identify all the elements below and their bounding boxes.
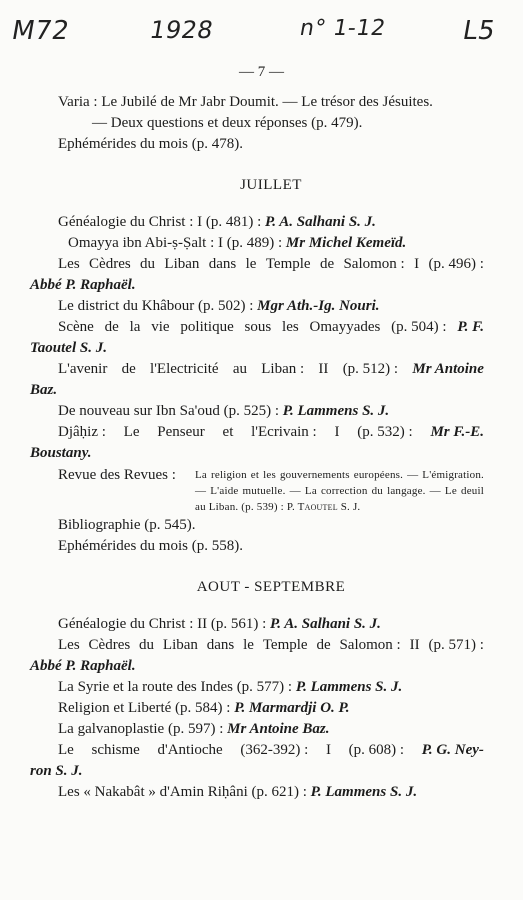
revue-des-revues (58, 465, 484, 515)
entry-author-continuation (30, 338, 484, 359)
word: dans (206, 637, 235, 653)
word: de (121, 361, 136, 377)
entry-author: ron S. J. (30, 763, 83, 779)
toc-entry (58, 719, 484, 740)
entry-author: P. G. Ney- (421, 742, 484, 758)
revue-text: La religion et les gouvernements européens. — L'émigration. — L'aide mutuelle. — La correction du langage. — Le deuil au Liban. (p. 539) : (195, 469, 484, 513)
entry-author: Mgr Ath.-Ig. Nouri. (257, 298, 380, 314)
word: les (282, 319, 299, 335)
word: le (243, 637, 254, 653)
word: Le (58, 742, 74, 758)
word: Omayyades (309, 319, 381, 335)
entry-author: Taoutel S. J. (30, 340, 107, 356)
entry-title: La Syrie et la route des Indes (p. 577) : (58, 679, 296, 695)
word: (p. 608) : (348, 742, 405, 758)
section-heading-aout-septembre: AOUT - SEPTEMBRE (196, 579, 346, 595)
entry-author: Mr Michel Kemeïd. (285, 235, 407, 251)
toc-entry-justified (58, 359, 484, 380)
toc-entry-justified (58, 317, 484, 338)
word: schisme (91, 742, 140, 758)
word: Cèdres (89, 256, 131, 272)
word: Liban : (261, 361, 305, 377)
handwritten-code: L5 (460, 16, 498, 46)
entry-author: P. Lammens S. J. (282, 403, 390, 419)
entry-author: P. A. Salhani S. J. (270, 616, 381, 632)
entry-author-continuation (30, 761, 484, 782)
word: (p. 496) : (428, 256, 484, 272)
revue-contents (195, 465, 484, 515)
entry-author: Baz. (30, 382, 58, 398)
word: I (414, 256, 420, 272)
ephemerides-june: Ephémérides du mois (p. 478). (58, 136, 243, 152)
entry-title: Les « Nakabât » d'Amin Riḥâni (p. 621) : (58, 784, 311, 800)
word: du (140, 256, 156, 272)
entry-author-continuation (30, 656, 484, 677)
revue-author: P. Taoutel S. J. (286, 501, 361, 513)
word: I (334, 424, 340, 440)
handwritten-issue-range: n° 1-12 (297, 16, 388, 41)
word: Liban (162, 637, 198, 653)
word: L'avenir (58, 361, 108, 377)
entry-title: Omayya ibn Abi-ṣ-Ṣalt : I (p. 489) : (68, 235, 286, 251)
toc-entry-justified (58, 254, 484, 275)
entry-author: P. F. (457, 319, 484, 335)
word: l'Electricité (150, 361, 219, 377)
word: Les (58, 256, 80, 272)
toc-entry (58, 698, 484, 719)
entry-author: Boustany. (30, 445, 92, 461)
toc-entry-justified (58, 422, 484, 443)
word: Scène (58, 319, 94, 335)
toc-entry-justified (58, 740, 484, 761)
word: Les (58, 637, 80, 653)
entry-author: P. A. Salhani S. J. (265, 214, 376, 230)
word: de (104, 319, 119, 335)
toc-entry (58, 401, 484, 422)
page-number: — 7 — (239, 64, 284, 80)
word: Temple (265, 256, 311, 272)
word: (p. 532) : (357, 424, 413, 440)
word: (362-392) : (240, 742, 309, 758)
varia-line-2: — Deux questions et deux réponses (p. 479). (92, 115, 363, 131)
ephemerides-july: Ephémérides du mois (p. 558). (58, 538, 243, 554)
word: Liban (164, 256, 200, 272)
word: Temple (262, 637, 308, 653)
entry-author: Mr Antoine Baz. (227, 721, 330, 737)
entry-author: Abbé P. Raphaël. (30, 658, 136, 674)
entry-author: Mr Antoine (412, 361, 484, 377)
entry-author: P. Lammens S. J. (310, 784, 418, 800)
bibliographie: Bibliographie (p. 545). (58, 517, 196, 533)
word: au (232, 361, 247, 377)
toc-entry-justified (58, 635, 484, 656)
word: politique (180, 319, 234, 335)
word: la (129, 319, 141, 335)
varia-line-1: Varia : Le Jubilé de Mr Jabr Doumit. — Le trésor des Jésuites. (58, 94, 433, 110)
entry-author: Mr F.-E. (430, 424, 484, 440)
toc-entry (58, 614, 484, 635)
entry-author-continuation (30, 275, 484, 296)
toc-entry (58, 782, 484, 803)
section-heading-juillet: JUILLET (240, 177, 302, 193)
word: (p. 571) : (428, 637, 484, 653)
word: I (325, 742, 331, 758)
entry-author: P. Marmardji O. P. (234, 700, 350, 716)
word: vie (151, 319, 170, 335)
entry-author-continuation (30, 443, 484, 464)
word: et (222, 424, 234, 440)
word: Salomon : (343, 256, 405, 272)
word: du (139, 637, 155, 653)
entry-author-continuation (30, 380, 484, 401)
handwritten-shelfmark: M72 (9, 16, 72, 46)
entry-title: La galvanoplastie (p. 597) : (58, 721, 228, 737)
word: d'Antioche (157, 742, 223, 758)
word: dans (208, 256, 237, 272)
word: Salomon : (339, 637, 401, 653)
entry-title: Généalogie du Christ : I (p. 481) : (58, 214, 266, 230)
toc-entry (58, 233, 484, 254)
handwritten-year: 1928 (147, 16, 216, 44)
word: sous (244, 319, 272, 335)
toc-entry (58, 296, 484, 317)
entry-title: Le district du Khâbour (p. 502) : (58, 298, 258, 314)
word: de (316, 637, 331, 653)
word: (p. 504) : (391, 319, 447, 335)
toc-entry (58, 212, 484, 233)
toc-entry (58, 677, 484, 698)
word: II (409, 637, 420, 653)
word: Djâḥiz : (58, 424, 106, 440)
table-of-contents (30, 92, 484, 803)
entry-title: Généalogie du Christ : II (p. 561) : (58, 616, 271, 632)
word: le (245, 256, 257, 272)
word: de (319, 256, 335, 272)
word: (p. 512) : (342, 361, 399, 377)
word: II (318, 361, 329, 377)
entry-title: Religion et Liberté (p. 584) : (58, 700, 235, 716)
word: Penseur (157, 424, 205, 440)
word: Cèdres (88, 637, 131, 653)
word: l'Ecrivain : (251, 424, 317, 440)
entry-author: Abbé P. Raphaël. (30, 277, 136, 293)
word: Le (123, 424, 140, 440)
entry-author: P. Lammens S. J. (295, 679, 403, 695)
entry-title: De nouveau sur Ibn Sa'oud (p. 525) : (58, 403, 283, 419)
revue-label: Revue des Revues : (58, 467, 176, 483)
